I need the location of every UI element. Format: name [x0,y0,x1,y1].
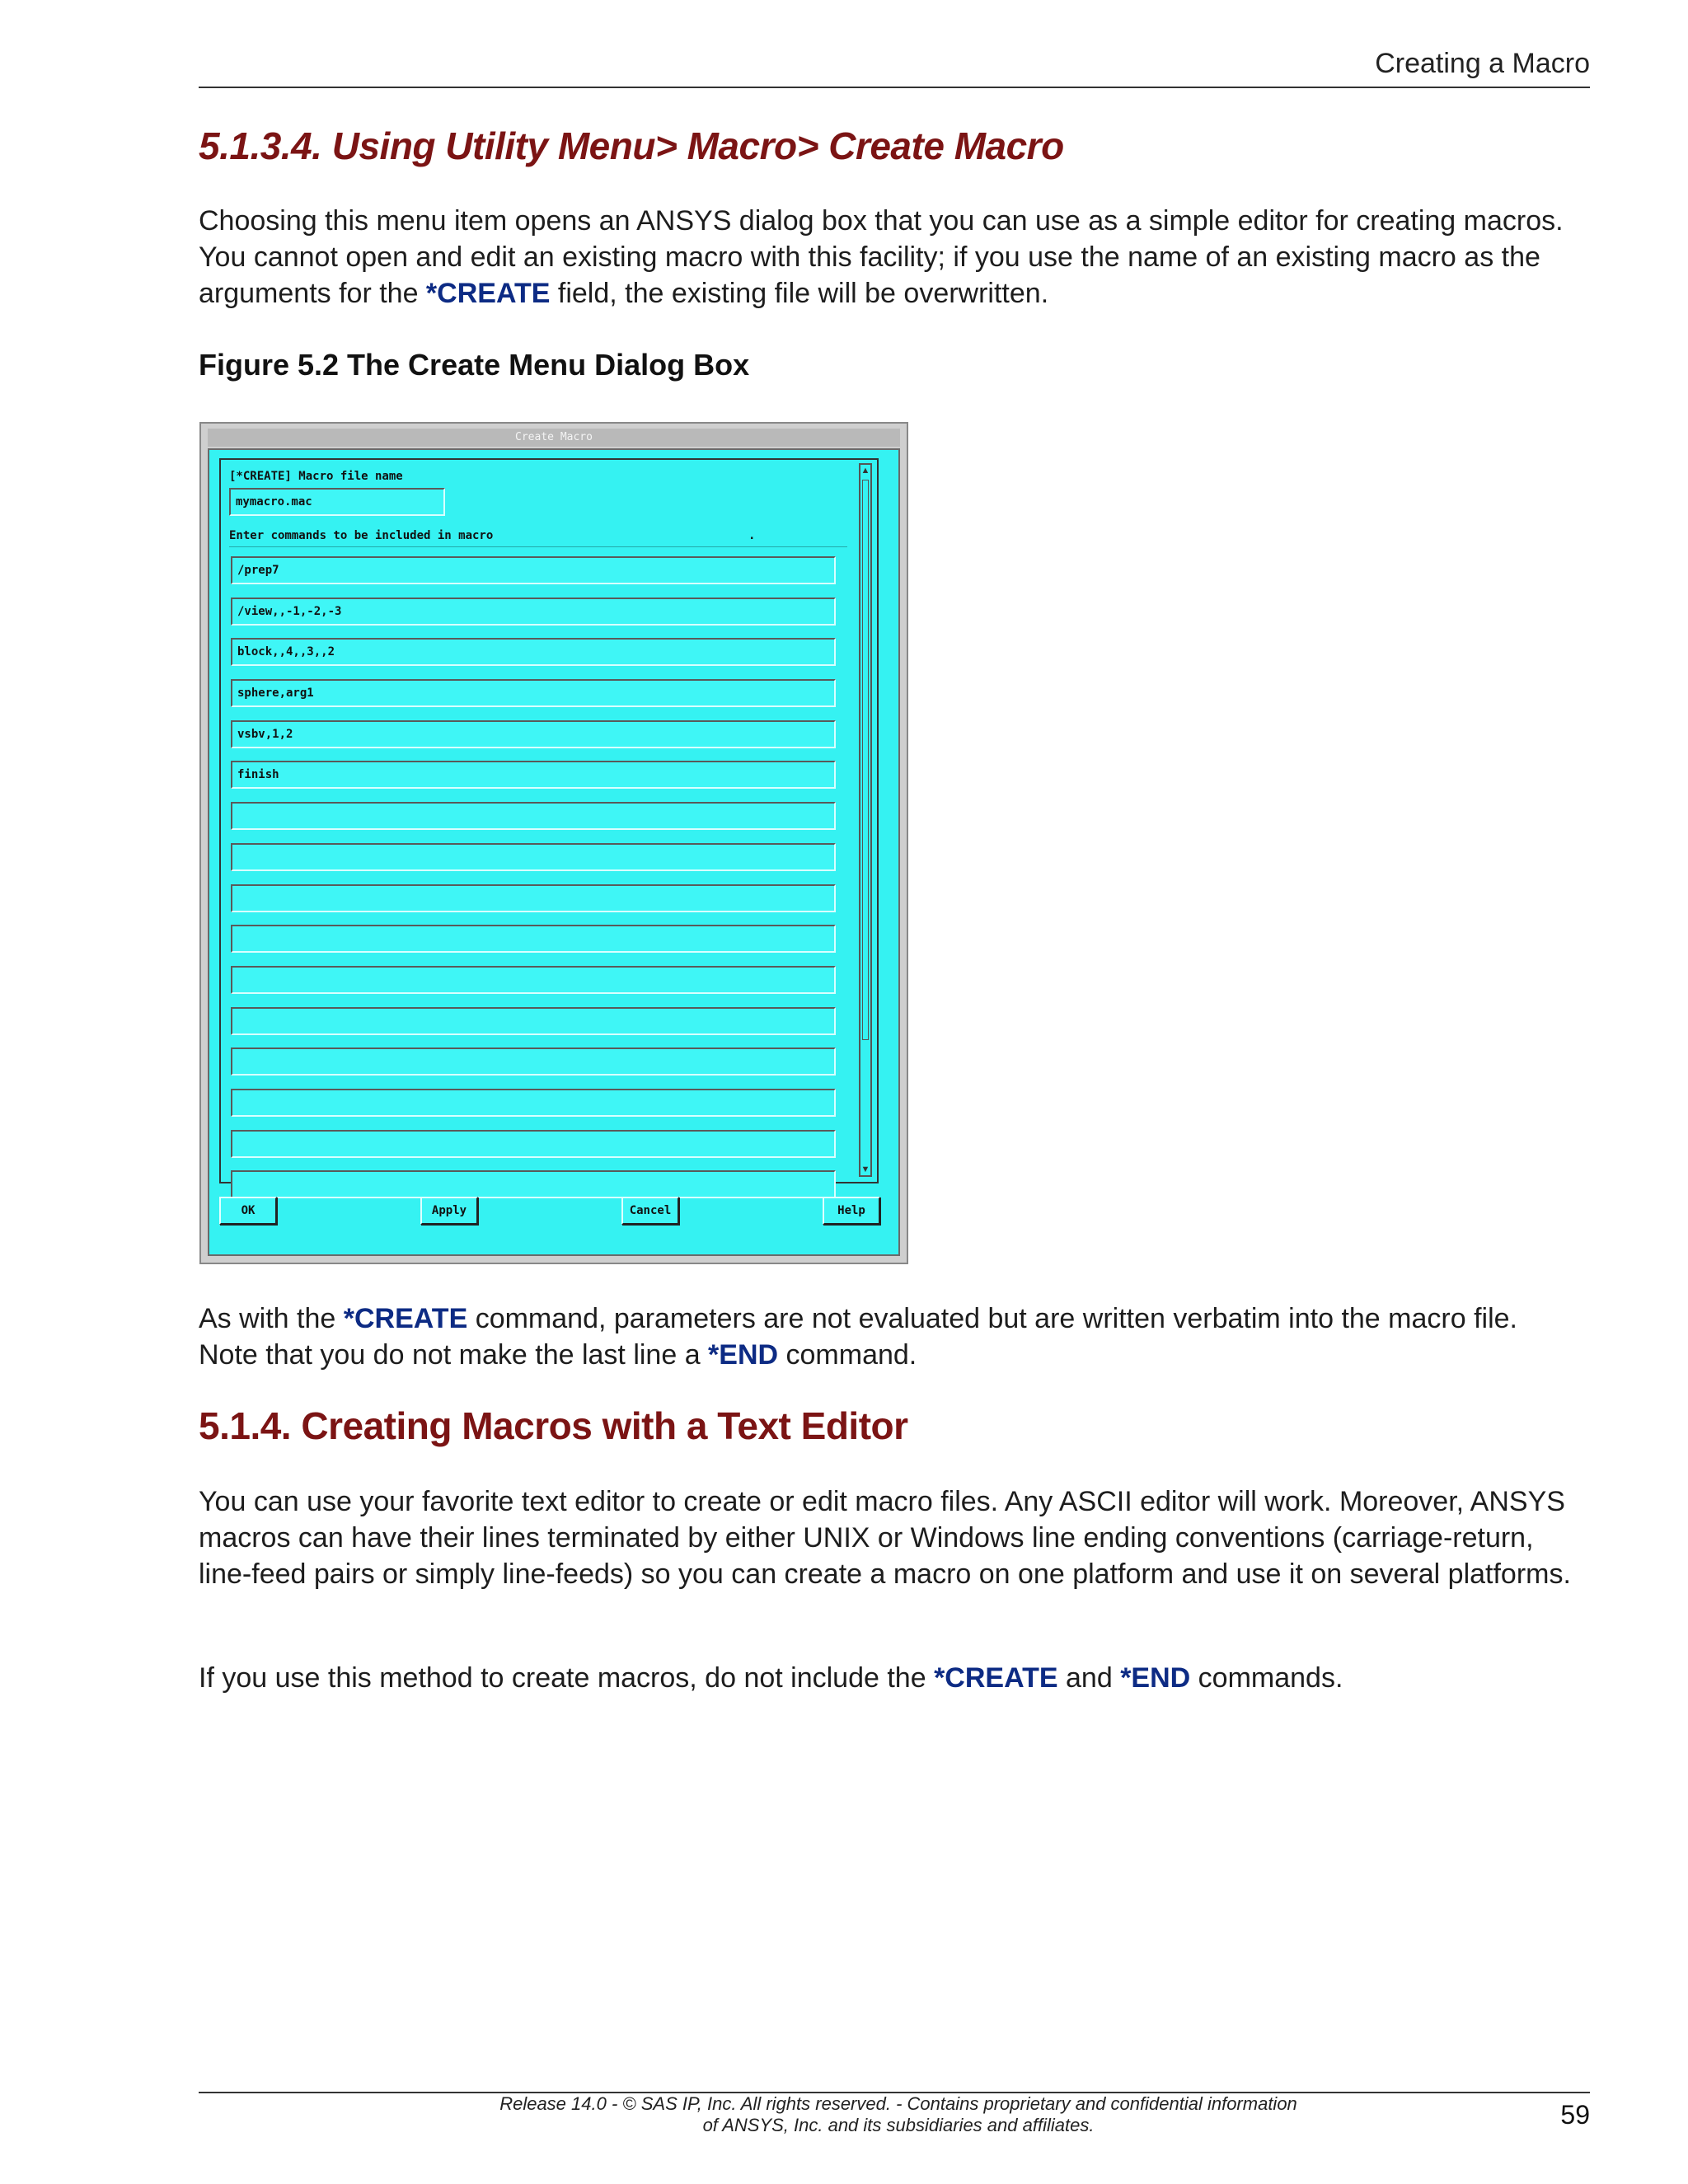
commands-rule [229,546,847,547]
intro-text-2: field, the existing file will be overwritten. [550,278,1049,309]
vertical-scrollbar[interactable] [859,463,872,1177]
command-line-input[interactable]: finish [231,761,836,789]
running-header: Creating a Macro [1375,48,1590,79]
command-line-input[interactable] [231,1130,836,1158]
command-line-input[interactable]: sphere,arg1 [231,679,836,707]
command-line-input[interactable] [231,1170,836,1198]
apply-button[interactable]: Apply [420,1197,478,1225]
command-line-input[interactable] [231,966,836,994]
intro-text-1: Choosing this menu item opens an ANSYS dialog box that you can use as a simple editor for creating macros. You cannot open and edit an existing macro with this facility; if you use the name of an existing macro as the arguments for the [199,205,1564,309]
end-command-link[interactable]: *END [708,1339,779,1371]
commands-label-dot: . [748,529,756,542]
dialog-panel [219,458,879,1183]
command-line-input[interactable] [231,1007,836,1035]
create-command-link[interactable]: *CREATE [343,1303,468,1334]
scroll-down-arrow-icon[interactable]: ▼ [860,1165,870,1174]
scroll-thumb[interactable] [862,480,869,1040]
create-command-link[interactable]: *CREATE [934,1662,1058,1694]
section-title-5-1-3-4: 5.1.3.4. Using Utility Menu> Macro> Create Macro [199,124,1064,167]
method-text-1: If you use this method to create macros, do not include the [199,1662,935,1694]
method-text-3: commands. [1190,1662,1343,1694]
command-line-input[interactable] [231,1047,836,1076]
command-line-input[interactable] [231,925,836,953]
method-paragraph [199,1660,1583,1696]
command-line-input[interactable] [231,843,836,871]
intro-paragraph [199,203,1583,312]
after-text-3: command. [778,1339,917,1371]
commands-label: Enter commands to be included in macro [229,529,494,542]
after-text-2: command, parameters are not evaluated but are written verbatim into the macro file. Note that you do not make the last line a [199,1303,1517,1371]
command-line-input[interactable]: vsbv,1,2 [231,720,836,748]
command-line-input[interactable]: block,,4,,3,,2 [231,638,836,666]
scroll-up-arrow-icon[interactable]: ▲ [860,466,870,476]
section-title-5-1-4: 5.1.4. Creating Macros with a Text Editor [199,1404,908,1447]
method-text-2: and [1057,1662,1121,1694]
command-line-input[interactable] [231,884,836,912]
after-figure-paragraph [199,1301,1583,1373]
command-line-input[interactable]: /prep7 [231,556,836,584]
header-rule [199,87,1590,88]
ok-button[interactable]: OK [219,1197,277,1225]
dialog-body [208,448,900,1256]
command-line-input[interactable] [231,802,836,830]
footer-copyright [445,2093,1352,2136]
after-text-1: As with the [199,1303,344,1334]
macro-file-name-label: [*CREATE] Macro file name [229,470,403,483]
create-macro-dialog [199,422,908,1264]
page-number: 59 [1560,2100,1590,2130]
dialog-titlebar[interactable]: Create Macro [208,429,900,447]
create-command-link[interactable]: *CREATE [425,278,551,309]
macro-file-name-input[interactable]: mymacro.mac [229,488,445,516]
end-command-link[interactable]: *END [1120,1662,1191,1694]
footer-line-1: Release 14.0 - © SAS IP, Inc. All rights reserved. - Contains proprietary and confidential information [499,2093,1297,2114]
command-line-input[interactable] [231,1089,836,1117]
help-button[interactable]: Help [823,1197,880,1225]
command-line-input[interactable]: /view,,-1,-2,-3 [231,598,836,626]
cancel-button[interactable]: Cancel [621,1197,679,1225]
command-lines [231,556,841,1212]
figure-caption: Figure 5.2 The Create Menu Dialog Box [199,348,750,382]
text-editor-paragraph: You can use your favorite text editor to create or edit macro files. Any ASCII editor will work. Moreover, ANSYS macros can have their lines terminated by either UNIX or Windows line ending conventions (carriage-return, line-feed pairs or simply line-feeds) so you can create a macro on one platform and use it on several platforms. [199,1486,1571,1590]
footer-line-2: of ANSYS, Inc. and its subsidiaries and affiliates. [702,2115,1095,2135]
